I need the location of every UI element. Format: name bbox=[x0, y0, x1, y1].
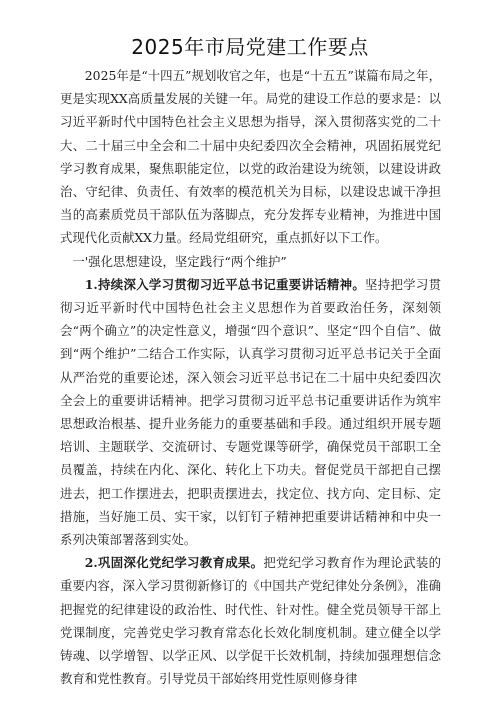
document-body bbox=[60, 64, 441, 690]
item-1-text: 坚持把学习贯彻习近平新时代中国特色社会主义思想作为首要政治任务，深刻领会“两个确立”的决定性意义，增强“四个意识”、坚定“四个自信”、做到“两个维护”二结合工作实际，认真学习贯彻习近平总书记关于全面从严治党的重要论述，深入领会习近平总书记在二十届中央纪委四次全会上的重要讲话精神。把学习贯彻习近平总书记重要讲话作为筑牢思想政治根基、提升业务能力的重要基础和手段。通过组织开展专题培训、主题联学、交流研讨、专题党课等研学，确保党员干部职工全员覆盖，持续在内化、深化、转化上下功夫。督促党员干部把自己摆进去，把工作摆进去，把职责摆进去，找定位、找方向、定目标、定措施，当好施工员、实干家，以钉钉子精神把重要讲话精神和中央一系列决策部署落到实处。 bbox=[60, 276, 442, 548]
item-2-lead: 2.巩固深化党纪学习教育成果。 bbox=[84, 555, 264, 571]
document-title: 2025年市局党建工作要点 bbox=[131, 35, 369, 59]
section-heading-1: 一'强化思想建设，坚定践行“两个维护” bbox=[72, 253, 287, 269]
intro-paragraph: 2025年是“十四五”规划收官之年，也是“十五五”谋篇布局之年，更是实现XX高质量发展的关键一年。局党的建设工作总的要求是：以习近平新时代中国特色社会主义思想为指导，深入贯彻落实党的二十大、二十届三中全会和二十届中央纪委四次全会精神，巩固拓展党纪学习教育成果，聚焦职能定位，以党的政治建设为统领，以建设讲政治、守纪律、负责任、有效率的模范机关为目标，以建设忠诚干净担当的高素质党员干部队伍为落脚点，充分发挥专业精神，为推进中国式现代化贡献XX力量。经局党组研究，重点抓好以下工作。 bbox=[60, 68, 441, 246]
item-1-paragraph bbox=[60, 273, 441, 551]
item-1-lead: 1.持续深入学习贯彻习近平总书记重要讲话精神。 bbox=[84, 276, 366, 292]
item-2-paragraph bbox=[60, 551, 441, 690]
item-2-text: 把党纪学习教育作为理论武装的重要内容，深入学习贯彻新修订的《中国共产党纪律处分条例》，准确把握党的纪律建设的政治性、时代性、针对性。健全党员领导干部上党课制度，完善党史学习教育常态化长效化制度机制。建立健全以学铸魂、以学增智、以学正风、以学促干长效机制，持续加强理想信念教育和党性教育。引导党员干部始终用党性原则修身律 bbox=[60, 555, 442, 687]
